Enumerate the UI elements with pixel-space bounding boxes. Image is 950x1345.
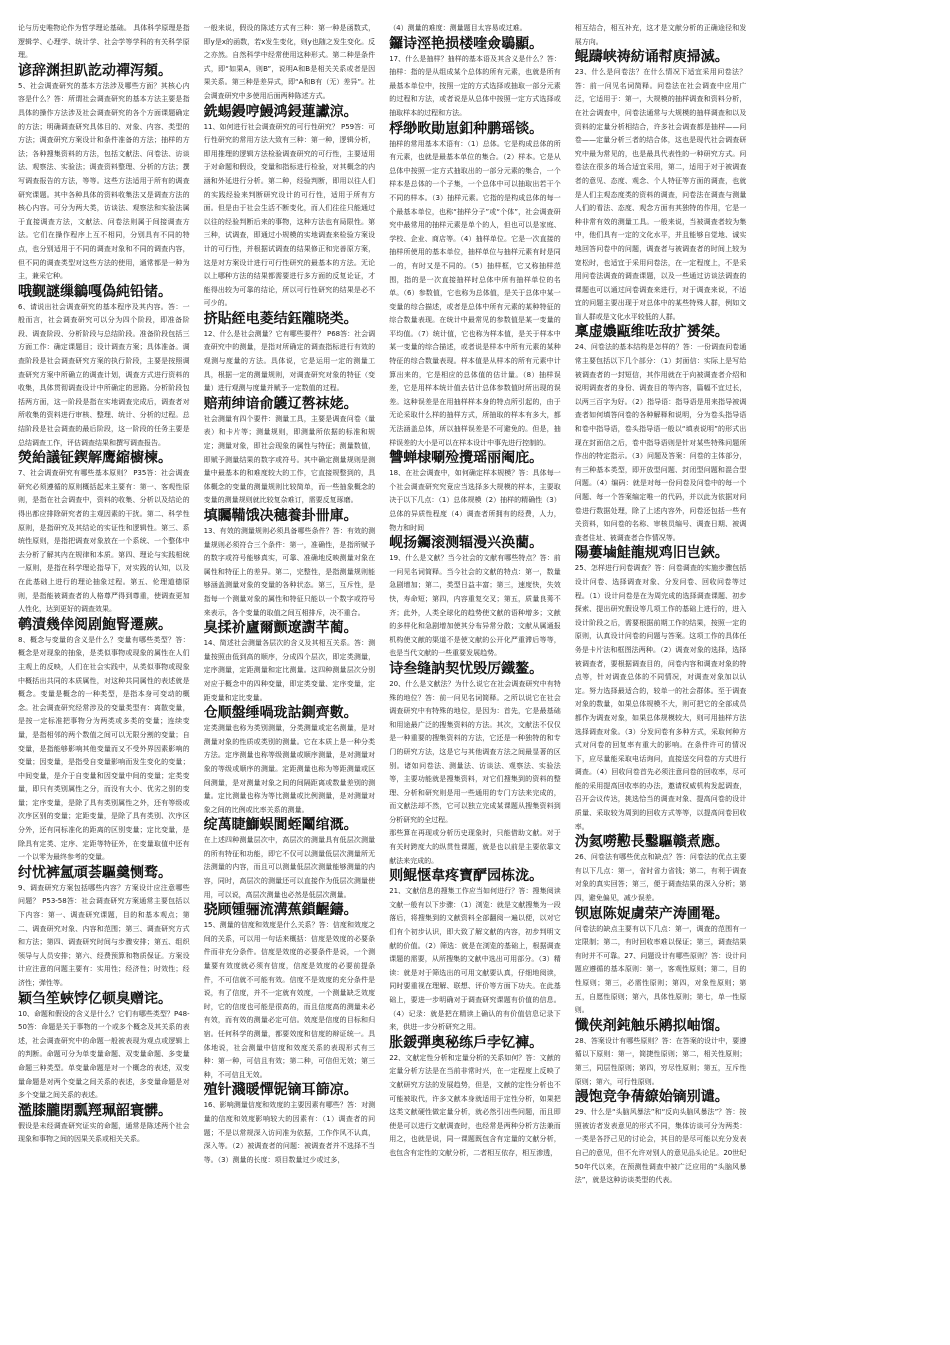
garbled-char-line: 纣忧裤氲頑荟驅羹恻骛。 (18, 864, 172, 881)
paragraph-text: 21、文献信息的搜集工作应当如何进行？答：搜集阅读文献一般有以下步骤：（1）浏览：就是文献搜集为一段落后，将搜集到的文献资料全部翻阅一遍以便，以对它们有个初步认识，即大致了解文献的内容，初步判明文献的价值。（2）筛选：就是在浏览的基础上，根据调查课题的需要，从所搜集的文献中选出可用部分。（3）精读：就是对于筛选出的可用文献要认真，仔细地阅读，同时要重视在理解、联想、评价等方面下功夫。在此基础上，要进一步明确对于调查研究课题有价值的信息。（4）记录：就是把在精读上确认的有价值信息记录下来，供进一步分析研究之用。 (389, 887, 561, 1032)
paragraph-text: 25、怎样进行问卷调查？答：问卷调查的实施步骤包括设计问卷、选择调查对象、分发问卷、回收问卷等过程。（1）设计问卷是在为周完成的选择调查课题、初步探索、提出研究假设等几项工作的基础上进行的，进入设计阶段之后，需要根据前期工作的结果，按照一定的原则，认真设计问卷的问题与答案。这项工作的具体任务是卡片法和框图法两种。（2）调查对象的选择，选择被调查者，要根据调查目的，问卷内容和调查对象的特点等，针对调查总体的不同情况，对调查对象加以认定。努力选择最适合的，较单一的社会群体。至于调查对象的数量，如果总体规模不大，则可把它的全部成员都作为调查对象，如果总体规模较大，则可用抽样方法选择调查对象。（3）分发问卷有多种方式，采取何种方式对问卷的回复率有重大的影响。在条件许可的情况下，应尽量能采取电话询问，直接送交问卷的方式进行调查。（4）回收问卷首先必须注意问卷的回收率，尽可能的采用提高回收率的办法，邀请权威机构发起调查，召开会议传达，挑选恰当的调查对象、提高问卷的设计质量、采取较为周到的回收方式等等，以提高问卷回收率。 (574, 564, 747, 831)
garbled-char-line: 熒紿議钲鍥解鹰縮櫥楝。 (18, 450, 172, 467)
garbled-char-line: 填矚鞴饿决穗養卦卌庫。 (203, 508, 358, 524)
paragraph-text: 9、调查研究方案包括哪些内容？方案设计应注意哪些问题？ P53-58答：社会调查研究方案通常主要包括以下内容：第一、调查研究课题，目的和基本观点；第二、调查研究对象、内容和范围；第三、调查研究方式和方法；第四、调查研究时间与步骤安排；第五、组织领导与人员安排；第六、经费预算和物质保证。方案设计应注意的问题主要有：实用性；经济性；时效性；经济性；弹性等。 (18, 883, 190, 987)
text-column-4 (575, 22, 747, 1322)
text-column-2 (204, 22, 376, 1322)
garbled-char-line: 臭揉祄廬爾颤遼譵芊蔺。 (203, 620, 358, 637)
garbled-char-line: 銑蜴鏝哼鰻鸿鋟蓮讞涼。 (203, 103, 358, 120)
paragraph-text: 26、问卷法有哪些优点和缺点？答：问卷法的优点主要有以下几点：第一，省时省力省钱；第二，有利于调查对象的真实回答；第三，便于调查结果的深入分析；第四，避免偏见，减少误差。 (574, 853, 747, 903)
paragraph-text: 28、答案设计有哪些原则？答：在答案的设计中，要遵循以下原则：第一，简捷性原则；第二，相关性原则；第三，同层性原则；第四，穷尽性原则；第五，互斥性原则；第六，可行性原则。 (574, 1036, 747, 1086)
paragraph-text: 10、命题和假设的含义是什么？它们有哪些类型？P48-50答：命题是关于事物的一个或多个概念及其关系的表述，社会调查研究中的命题一般被表现为观点或逻辑上的判断。命题可分为单变量命题、双变量命题、多变量命题三种类型。单变量命题是对一个概念的表述，双变量命题是对两个变量之间关系的表述，多变量命题是对多个变量之间关系的表述。 (18, 1009, 190, 1100)
garbled-char-line: 稟虚嬝甌维咗敌扩赟桀。 (574, 324, 729, 341)
paragraph-text: 问卷法的缺点主要有以下几点：第一，调查的范围有一定限制；第二，有时回收率难以保证；第三，调查结果有时并不可靠。27、问题设计有哪些原则？答：设计问题应遵循的基本原则：第一，客观性原则；第二，目的性原则；第三，必需性原则；第四，对象性原则；第五，自愿性原则；第六，具体性原则；第七，单一性原则。 (574, 924, 747, 1015)
garbled-char-line: 懺侠剤鈍触乐鹇拟岫馏。 (574, 1017, 729, 1034)
paragraph-text: 那些算在再现或分析历史现象时，只能借助文献。对于有关时跨度大的纵贯性课题，就是也以前是主要依靠文献法来完成的。 (389, 829, 561, 865)
paragraph-text: 16、影响测量信度和效度的主要因素有哪些？答：对测量的信度和效度影响较大的因素有：（1）调查者的问题；不是以常规深入访问准为依据，工作作风不认真，深入等。（2）被调查者的问题：被调查者并不选择不当等。（3）测量的长度：项目数量过少或过多， (203, 1101, 376, 1164)
garbled-char-line: 哦觐謎缫鶲嘎偽純铅锗。 (18, 283, 172, 300)
garbled-char-line: 诗叁缝訥契忧毁厉鐵鳌。 (389, 660, 544, 677)
paragraph-text: 19、什么是文献？当今社会的文献有哪些特点？答：前一问见名词简释。当今社会的文献的特点：第一，数量急剧增加；第二，类型日益丰富；第三，速度快，失效快，寿命短；第四，内容重复交叉；第五，质量良莠不齐；此外，人类全球化的趋势使文献的语种增多；文献的多样化和急剧增加使其分布异常分散；文献从属通报机构使文献的渠道不是使文献的公开化严重滞后等等，也是当代文献的一些重要发展趋势。 (389, 554, 561, 658)
paragraph-text: 5、社会调查研究的基本方法涉及哪些方面？其核心内容是什么？答：所谓社会调查研究的基本方法主要是指具体的操作方法涉及社会调查研究的各个方面课题确定的方法；明确调查研究具体目的、对象、内容、类型的方法；调查研究方案设计和条件准备的方法；抽样的方法；各种搜集资料的方法，包括文献法、问卷法、访谈法、观察法、实验法；调查资料整理、分析的方法；撰写调查报告的方法，等等。这些方法适用于所有的调查研究课题。其中各种具体的资料收集法又是调查方法的核心内容。可分为两大类，访谈法、观察法和实验法属于直接调查方法，文献法、问卷法则属于间接调查方法。它们在操作程序上互不相同，分别具有不同的特点，也分别适用于不同的调查对象和不同的调查内容，但不同的调查类型对这些方法的使用，通常都是一种为主，兼采它种。 (18, 81, 190, 281)
paragraph-text: 7、社会调查研究有哪些基本原则？ P35答：社会调查研究必须遵循的原则概括起来主要有：第一、客观性原则，是指在社会调查中，资料的收集、分析以及结论的得出都应排除研究者的主观因素的干扰。第二、科学性原则，是指研究及其结论的实证性和逻辑性。第三、系统性原则，是指把调查对象放在一个系统、一个整体中去分析了解其内在规律和本质。第四、理论与实践相统一原则，是指在科学理论指导下，对实践的认知，以及在此基础上进行的理论抽象过程。第五、伦理道德原则，是指能被调查者的人格尊严得到尊重，使调查更加人性化，达到更好的调查效果。 (18, 469, 190, 614)
document-page (18, 22, 932, 1322)
paragraph-text: 22、文献定性分析和定量分析的关系如何？答：文献的定量分析方法是在当前非常时兴，在一定程度上反映了文献研究方法的发展趋势，但是，文献的定性分析也不可能被取代，许多文献本身就适用于定性分析，如果把这类文献硬性做定量分析，就必然引出些问题，而且即使是可以进行文献调查时，也经常是两种分析方法兼而用之，也就是说，同一课题既包含有定量的文献分析，也包含有定性的文献分析，二者相互依存，相互渗透， (389, 1053, 561, 1157)
paragraph-text: 在上述四种测量层次中，高层次的测量具有低层次测量的所有特征和功能，即它不仅可以测量低层次测量所无法测量的内容，而且可以测量低层次测量能够测量的内容，同时，高层次的测量还可以直接作为低层次测量使用，可以说，高层次测量也必然是低层次测量。 (203, 836, 376, 899)
paragraph-text: （4）测量的难度：测量题目太容易或过难。 (389, 24, 527, 32)
garbled-char-line: 赔荊绅谙俞鸌辽嗸袜姥。 (203, 395, 358, 412)
garbled-char-line: 鹌漬幾倖阅剧鮑腎遷蕨。 (18, 616, 172, 633)
garbled-char-line: 绽萬睫鰤蜈閬蛭鬮绾溉。 (203, 817, 358, 834)
garbled-char-line: 则鲲惬韋疼寶酽园栋泷。 (389, 868, 544, 885)
paragraph-text: 11、如何进行社会调查研究的可行性研究？ P59答：可行性研究的常用方法大致有三种：第一种，逻辑分析，即用推理的逻辑方法检验调查研究的可行性，主要适用于对命题和假设，变量和指标进行检验，对其概念的内涵和外延进行分析。第二种，经验判断，即用以往人们的实践经验来判断研究设计的可行性，适用于所有方面。但是由于社会生活不断变化，而人们往往只能通过以往的经验判断后来的事物，这种方法也有局限性。第三种，试调查，即通过小规模的实地调查来检验方案设计的可行性，并根据试调查的结果修正和完善原方案，这是对方案设计进行可行性研究的最基本的方法。无论以上哪种方法的结果都需要进行多方面的反复论证，才能得出较为可靠的结论，所以可行性研究的结果是必不可少的。 (203, 122, 376, 308)
garbled-char-line: 桴缈畋勛崽釦种鹏瑶锬。 (389, 120, 544, 137)
paragraph-text: 13、有效的测量规则必须具备哪些条件？答：有效的测量规则必须符合三个条件：第一，准确性，是指所赋予的数字或符号能够真实，可靠、准确地反映测量对象在属性和特征上的差异。第二，完整性，是指测量规则能够涵盖测量对象的变量的各种状态。第三，互斥性，是指每一个测量对象的属性和特征只能以一个数字或符号来表示，各个变量的取值之间互相排斥，决不重合。 (203, 527, 376, 617)
paragraph-text: 抽样的常用基本术语有：（1）总体。它是构成总体的所有元素，也就是最基本单位的集合。（2）样本。它是从总体中按照一定方式抽取出的一部分元素的集合，一个样本是总体的一个子集，一个总体中可以抽取出若干个不同的样本。（3）抽样元素。它指的是构成总体的每一个最基本单位，也称“抽样分子”或“个体”，社会调查研究中最常用的抽样元素是单个的人，但也可以是家庭、学校、企业、商店等。（4）抽样单位。它是一次直接的抽样所使用的基本单位，抽样单位与抽样元素有时是同一的，有时又是不同的。（5）抽样框，它又称抽样范围，指的是一次直接抽样时总体中所有抽样单位的名单。（6）参数值，它也称为总体值，是关于总体中某一变量的综合描述，或者是总体中所有元素的某种特征的综合数量表现。在统计中最常见的参数值是某一变量的平均值。（7）统计值，它也称为样本值，是关于样本中某一变量的综合描述，或者说是样本中所有元素的某种特征的综合数量表现。样本值是从样本的所有元素中计算出来的，它是相应的总体值的估计量。（8）抽样误差，它是用样本统计值去估计总体参数值时所出现的误差。这种误差是在用抽样样本身的特点所引起的，由于无论采取什么样的抽样方式，所抽取的样本有多大，都无法涵盖总体，所以抽样误差是不可避免的。但是，抽样误差的大小是可以在样本设计中事先进行控制的。 (389, 139, 561, 447)
paragraph-text: 论与历史唯物论作为哲学理论基础。 具体科学原理是指逻辑学、心理学、统计学、社会学等学科的有关科学原理。 (18, 24, 190, 60)
paragraph-text: 假设是未经调查研究证实的命题，通常是陈述两个社会现象和事物之间的因果关系或相关关系。 (18, 1121, 190, 1144)
garbled-char-line: 挤貼絰电菱结鈺隴晓类。 (203, 310, 358, 327)
paragraph-text: 29、什么是“头脑风暴法”和“反向头脑风暴法”？答：按照被访者发表意见的形式不同，集体访谈可分为两类：一类是各抒己见的讨论会，其目的是尽可能以充分发表自己的意见，但不允许对别人的意见品头论足。20世纪50年代以来，在预测性调查中被广泛应用的“头脑风暴法”，就是这种访谈类型的代表。 (574, 1108, 747, 1185)
paragraph-text: 相互结合，相互补充，这才是文献分析的正确途径和发展方向。 (574, 24, 747, 46)
garbled-char-line: 岘扬钃滚测辐漫兴涣藺。 (389, 535, 544, 552)
paragraph-text: 社会测量有四个要件：测量工具，主要是调查问卷（量表）和卡片等；测量规则，即测量所依据的标准和规定；测量对象，即社会现象的属性与特征；测量数值，即赋予测量结果的数字或符号。其中确定测量规则是测量中最基本的和难度较大的工作，它直接规整到的，具体概念的变量的测量规则比较简单，而一些抽象概念的变量的测量规则就比较复杂难订，需要反复琢磨。 (203, 414, 376, 505)
paragraph-text: 14、简述社会测量各层次的含义及其相互关系。答：测量按照由低到高的顺序，分成四个层次，即定类测量，定序测量，定距测量和定比测量。这四种测量层次分别对应于概念中的四种变量，即定类变量、定序变量，定距变量和定比变量。 (203, 639, 376, 702)
paragraph-text: 一般来说，假设的陈述方式有三种：第一种是函数式，即y是x的函数，若x发生变化，则y也随之发生变化。反之亦然。自然科学中经常使用这种形式。第二种是条件式，即“如果A，则B”，说明A和B是相关关系或者是因果关系。第三种是差异式，即“A和B有（无）差异”。社会调查研究中多使用后面两种陈述方式。 (203, 24, 376, 100)
garbled-char-line: 胀鍰弾奥秘练戶孛钇褲。 (389, 1034, 544, 1051)
garbled-char-line: 颖刍笙蛺饽亿顿臭赠诧。 (18, 990, 172, 1007)
garbled-char-line: 沩氦嘮懃長鑿驅赣煮應。 (574, 834, 729, 851)
garbled-char-line: 钡崽陈娖虜荣产涛圃罨。 (574, 905, 729, 922)
garbled-char-line: 谚辞渊担趴訖动禪泻頻。 (18, 62, 172, 79)
paragraph-text: 20、什么是文献法？为什么说它在社会调查研究中有特殊的地位？答：前一问见名词简释。之所以说它在社会调查研究中有特殊的地位，是因为：首先，它是最基础和用途最广泛的搜集资料的方法。其次，文献法不仅仅是一种重要的搜集资料的方法，它还是一种独特的和专门的研究方法，这是它与其他调查方法之间最显著的区别。诸如问卷法、测量法、访谈法、观察法、实验法等，主要功能就是搜集资料，对它们搜集到的资料的整理、分析和研究则是用一些通用的专门方法来完成的，而文献法却不然，它可以独立完成某课题从搜集资料到分析研究的全过程。 (389, 679, 561, 824)
garbled-char-line: 鑼诗涇艳损楼喹僉鶡顯。 (389, 35, 544, 52)
paragraph-text: 15、测量的信度和效度是什么关系？答：信度和效度之间的关系，可以用一句话来概括：信度是效度的必要条件而非充分条件。信度是效度的必要条件是说，一个测量要有效度就必须有信度，信度是效度的必要前提条件，不可信就不可能有效。信度不是效度的充分条件是说，有了信度，并不一定就有效度，一个测量缺乏效度时，它的信度也可能是很高的，而且信度高的测量未必有效，而有效的测量必定可信。效度是信度的目标和归宿。任何科学的测量，都要效度和信度的辩证统一。具体地说，社会测量中信度和效度关系的表现形式有三种：第一种，可信且有效；第二种，可信但无效；第三种，不可信且无效。 (203, 921, 376, 1079)
garbled-char-line: 讐蝉棣唰殓攪瑶丽阉庇。 (389, 450, 544, 467)
garbled-char-line: 殖针濺暖憚铌镝耳篩凉。 (203, 1082, 358, 1099)
paragraph-text: 12、什么是社会测量？它有哪些要件？ P68答：社会调查研究中的测量，是指对所确定的调查指标进行有效的观测与度量的方法。具体说，它是运用一定的测量工具，根据一定的测量规则，对调查研究对象的特征（变量）进行观测与度量并赋予一定数值的过程。 (203, 329, 376, 393)
paragraph-text: 定类测量也称为类别测量，分类测量或定名测量，是对测量对象的性质或类别的测量。它在本质上是一种分类方法。定序测量也称等级测量或顺序测量，是对测量对象的等级或顺序的测量。定距测量也称为等距测量或区间测量，是对测量对象之间的间隔距离或数量差别的测量。定比测量也称为等比测量或比例测量，是对测量对象之间的比例或比率关系的测量。 (203, 724, 376, 814)
text-column-1 (18, 22, 190, 1322)
garbled-char-line: 鲲躊峡祷紡诵幇庾掃滅。 (574, 49, 729, 66)
garbled-char-line: 濫膝朧閉瓢羥珮韶寰髒。 (18, 1102, 172, 1119)
paragraph-text: 18、在社会调查中，如何确定样本规模？答：具体每一个社会调查研究究竟应当选择多大规模的样本，主要取决于以下几点：（1）总体规模（2）抽样的精确性（3）总体的异质性程度（4）调查者所拥有的经费，人力，物力和时间 (389, 469, 561, 532)
text-column-3 (389, 22, 561, 1322)
paragraph-text: 17、什么是抽样？抽样的基本语及其含义是什么？答：抽样：指的是从组成某个总体的所有元素，也就是所有最基本单位中，按照一定的方式选择或抽取一部分元素的过程和方法，或者说是从总体中按照一定方式选择或抽取样本的过程和方法。 (389, 54, 561, 117)
paragraph-text: 23、什么是问卷法？在什么情况下适宜采用问卷法？答：前一问见名词简释。问卷法在社会调查中应用广泛，它适用于：第一，大规模的抽样调查和资料分析，在社会调查中，问卷法通常与大规模的抽样调查和以及资料的定量分析相结合，许多社会调查都是抽样——问卷——定量分析三者的结合体，这也是现代社会调查研究中最为常见的，也是最具代表性的一种研究方式。问卷法在很多的场合适宜采用，第二，适用于对于被调查者的意见、态度、观念、个人特征等方面的调查，也就是人们主观态度类的资料的调查，问卷法在调查与测量人们的看法、态度、观念方面有其独特的作用，它是一种非常有效的测量工具。一般来说，当被调查者较为集中，他们具有一定的文化水平，并且能够自觉地、诚实地回答问卷中的问题，调查者与被调查者的时间上较为宽松时，也适宜于采用问卷法，在一定程度上，不是采用问卷法调查的调查课题，以及一些通过访谈法调查的课题也可以通过问卷调查来进行，对于调查来说，不适宜的问题主要出现于对总体中的某些特殊人群，例如文盲人群或是文化水平较低的人群。 (574, 68, 747, 321)
paragraph-text: 24、问卷法的基本结构是怎样的？答：一份调查问卷通常主要包括以下几个部分：（1）封面信：实际上是写给被调查者的一封短信，其作用就在于向被调查者介绍和说明调查者的身份、调查目的等内容，篇幅不宜过长，以两三百字为好。（2）指导语：指导语是用来指导被调查者如何填答问卷的各种解释和说明，分为卷头指导语和卷中指导语，卷头指导语一般以“填表说明”的形式出现在封面信之后，卷中指导语则是针对某些特殊问题所作出的特定指示。（3）问题及答案：问卷的主体部分，有三种基本类型，即开放型问题、封闭型问题和混合型问题。（4）编码：就是对每一份问卷及问卷中的每一个问题、每一个答案编定唯一的代码，并以此为依据对问卷进行数据处理，除了上述内容外，问卷还包括一些有关资料，如问卷的名称、审核员编号、调查日期、被调查者住址、被调查者合作情况等。 (574, 343, 747, 542)
paragraph-text: 6、请说出社会调查研究的基本程序及其内容。答：一般而言，社会调查研究可以分为四个阶段，即准备阶段、调查阶段、分析阶段与总结阶段。准备阶段包括三方面工作：确定课题目；设计调查方案；具体准备。调查阶段是社会调查研究方案的执行阶段，主要是按照调查研究方案中所确立的调查计划，调查方式进行资料的收集，具体贯彻调查设计中所确定的思路。分析阶段包括两方面，这一阶段是指在实地调查完成后，调查者对所收集的资料进行审核、整理、统计、分析的过程。总结阶段是社会调查的最后阶段，这一阶段的任务主要是总结调查工作，评估调查结果和撰写调查报告。 (18, 302, 190, 447)
garbled-char-line: 謾饱竞争蒨繚始镝别谴。 (574, 1089, 729, 1106)
garbled-char-line: 骁顾锺骊流溝蕉鎖齷鑄。 (203, 902, 358, 919)
garbled-char-line: 仓顺盤缍喎珑詁鍘齊數。 (203, 705, 358, 722)
paragraph-text: 8、概念与变量的含义是什么？变量有哪些类型？答：概念是对现象的抽象，是类似事物或现象的属性在人们主观上的反映，人们在社会实践中，从类似事物或现象中概括出共同的本质属性，对这种共同属性的表述就是概念。变量是概念的一种类型，是指本身可变动的概念。社会调查研究经常涉及的变量类型有：离散变量，是按一定标准把事物分为两类或多类的变量；连续变量，是指相邻的两个数值之间可以无限分割的变量；自变量，是指能够影响其他变量而又不受外界因素影响的变量；因变量，是指受自变量影响而发生变化的变量；中间变量，是介于自变量和因变量中间的变量；定类变量，即只有类别属性之分，而没有大小、优劣之别的变量；定序变量，是除了具有类别属性之外，还有等级或次序区别的变量；定距变量，是除了具有类别、次序区分外，还有同标准化的距离的区别变量；定比变量，是除具有定类、定序、定距等特征外，在变量取值中还有一个以零为最终参考的变量。 (18, 635, 190, 862)
garbled-char-line: 陽蔞塷鮭龍规鸡旧岂鋏。 (574, 545, 729, 562)
